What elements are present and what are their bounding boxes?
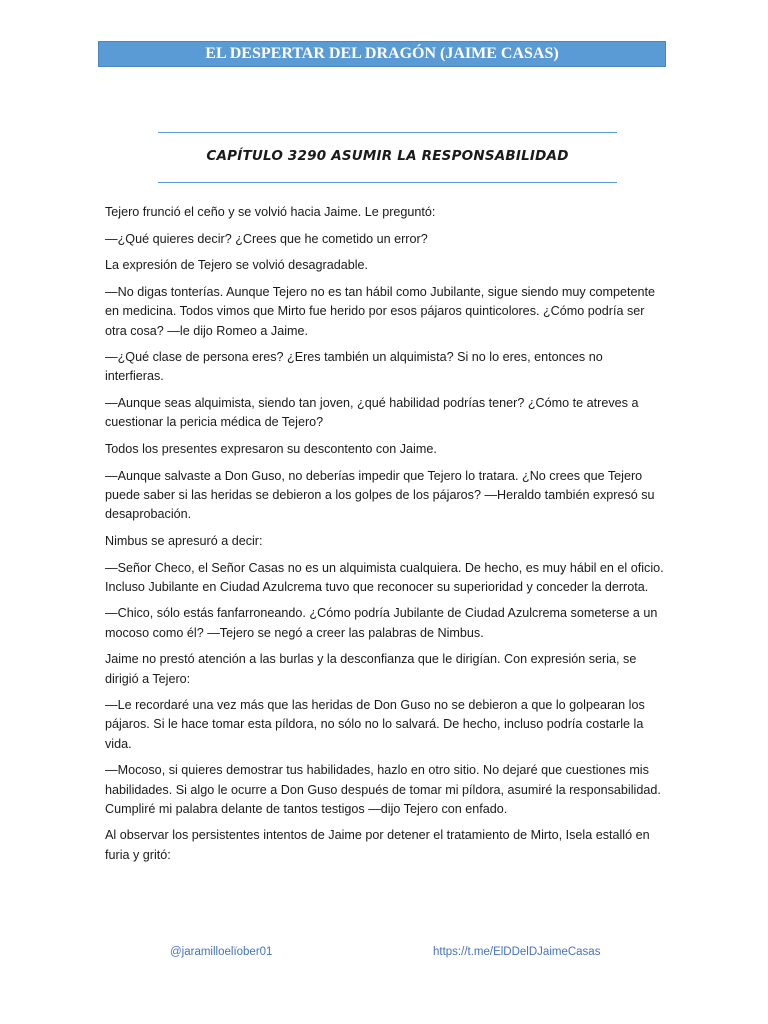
- paragraph: —¿Qué clase de persona eres? ¿Eres también un alquimista? Si no lo eres, entonces no interfieras.: [105, 350, 603, 384]
- paragraph: Todos los presentes expresaron su descontento con Jaime.: [105, 442, 437, 457]
- chapter-rule-bottom: [158, 182, 617, 183]
- paragraph: —¿Qué quieres decir? ¿Crees que he cometido un error?: [105, 231, 428, 246]
- paragraph: —No digas tonterías. Aunque Tejero no es tan hábil como Jubilante, sigue siendo muy competente en medicina. Todos vimos que Mirto fue herido por esos pájaros quinticolores. ¿Cómo podría ser otra cosa? —le dijo Romeo a Jaime.: [105, 285, 656, 338]
- chapter-title: CAPÍTULO 3290 ASUMIR LA RESPONSABILIDAD: [206, 148, 569, 164]
- paragraph: —Aunque seas alquimista, siendo tan joven, ¿qué habilidad podrías tener? ¿Cómo te atreves a cuestionar la pericia médica de Tejero?: [105, 396, 639, 430]
- footer-social-handle[interactable]: @jaramilloelïober01: [170, 946, 273, 958]
- paragraph: Al observar los persistentes intentos de Jaime por detener el tratamiento de Mirto, Isela estalló en furia y gritó:: [105, 828, 650, 862]
- paragraph: —Mocoso, si quieres demostrar tus habilidades, hazlo en otro sitio. No dejaré que cuestiones mis habilidades. Si algo le ocurre a Don Guso después de tomar mi píldora, asumiré la responsabilidad. Cumpliré mi palabra delante de tantos testigos —dijo Tejero con enfado.: [105, 763, 661, 816]
- paragraph: Nimbus se apresuró a decir:: [105, 533, 263, 548]
- chapter-rule-top: [158, 132, 617, 133]
- paragraph: —Aunque salvaste a Don Guso, no deberías impedir que Tejero lo tratara. ¿No crees que Tejero puede saber si las heridas se debieron a los golpes de los pájaros? —Heraldo también expresó su desaprobación.: [105, 468, 655, 522]
- footer-telegram-link[interactable]: https://t.me/ElDDelDJaimeCasas: [433, 946, 601, 958]
- book-title-banner: EL DESPERTAR DEL DRAGÓN (JAIME CASAS): [98, 41, 666, 67]
- paragraph: —Chico, sólo estás fanfarroneando. ¿Cómo podría Jubilante de Ciudad Azulcrema someterse a un mocoso como él? —Tejero se negó a creer las palabras de Nimbus.: [105, 606, 658, 640]
- paragraph: Jaime no prestó atención a las burlas y la desconfianza que le dirigían. Con expresión seria, se dirigió a Tejero:: [105, 652, 637, 686]
- paragraph: —Le recordaré una vez más que las heridas de Don Guso no se debieron a que lo golpearan los pájaros. Si le hace tomar esta píldora, no sólo no lo salvará. De hecho, incluso podría costarle la vida.: [105, 698, 645, 751]
- paragraph: Tejero frunció el ceño y se volvió hacia Jaime. Le preguntó:: [105, 205, 436, 219]
- paragraph: La expresión de Tejero se volvió desagradable.: [105, 258, 369, 273]
- chapter-body: [105, 203, 665, 872]
- paragraph: —Señor Checo, el Señor Casas no es un alquimista cualquiera. De hecho, es muy hábil en el oficio. Incluso Jubilante en Ciudad Azulcrema tuvo que reconocer su superioridad y conceder la derrota.: [105, 560, 664, 594]
